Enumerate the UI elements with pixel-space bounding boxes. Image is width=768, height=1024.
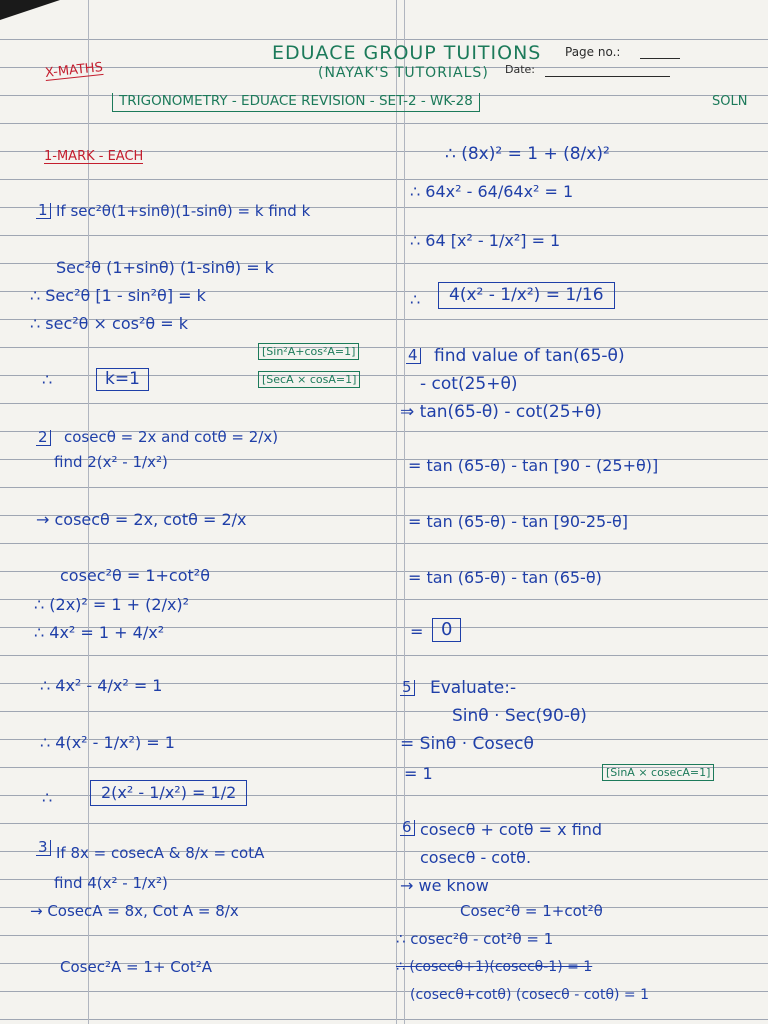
q1-question: If sec²θ(1+sinθ)(1-sinθ) = k find k	[56, 202, 311, 220]
soln-label: SOLN	[712, 94, 748, 109]
q5-step-2: = Sinθ · Cosecθ	[400, 734, 534, 754]
q4-number: 4	[406, 348, 421, 364]
q6-question-2: cosecθ - cotθ.	[420, 848, 532, 867]
q2-step-1: → cosecθ = 2x, cotθ = 2/x	[36, 510, 247, 529]
q2-step-2: cosec²θ = 1+cot²θ	[60, 566, 210, 585]
column-divider-line	[396, 0, 397, 1024]
date-label: Date:	[505, 63, 535, 76]
q6-number: 6	[400, 820, 415, 836]
q3-therefore: ∴	[410, 290, 421, 309]
q3-step-5: ∴ 64 [x² - 1/x²] = 1	[410, 231, 561, 250]
q1-note-2: [SecA × cosA=1]	[258, 371, 360, 388]
page-corner-shadow	[0, 0, 60, 20]
q2-step-5: ∴ 4x² - 4/x² = 1	[40, 676, 163, 695]
q6-step-1: → we know	[400, 876, 489, 895]
q4-answer-box: 0	[432, 618, 461, 642]
q6-step-2: Cosec²θ = 1+cot²θ	[460, 902, 603, 920]
q1-step-1: Sec²θ (1+sinθ) (1-sinθ) = k	[56, 258, 274, 277]
q3-step-3: ∴ (8x)² = 1 + (8/x)²	[445, 144, 610, 164]
q4-equals: =	[410, 622, 424, 641]
q5-step-3: = 1	[404, 764, 433, 783]
page-no-label: Page no.:	[565, 45, 621, 59]
q6-step-3: ∴ cosec²θ - cot²θ = 1	[396, 930, 554, 948]
q3-step-2: Cosec²A = 1+ Cot²A	[60, 958, 213, 976]
group-name: EDUACE GROUP TUITIONS	[272, 42, 542, 64]
q1-answer-box: k=1	[96, 368, 149, 391]
q2-step-3: ∴ (2x)² = 1 + (2/x)²	[34, 595, 190, 614]
q3-answer-box: 4(x² - 1/x²) = 1/16	[438, 282, 615, 309]
section-label: 1-MARK - EACH	[44, 149, 144, 164]
page-no-blank	[640, 48, 680, 59]
q5-step-1: Sinθ · Sec(90-θ)	[452, 706, 587, 726]
class-label: X-MATHS	[44, 60, 104, 81]
q2-question-2: find 2(x² - 1/x²)	[54, 453, 168, 471]
q4-step-2: = tan (65-θ) - tan [90 - (25+θ)]	[408, 456, 659, 475]
q5-number: 5	[400, 680, 415, 696]
q3-question-2: find 4(x² - 1/x²)	[54, 874, 168, 892]
q2-therefore: ∴	[42, 788, 53, 807]
column-divider-line-2	[404, 0, 405, 1024]
q1-step-2: ∴ Sec²θ [1 - sin²θ] = k	[30, 286, 206, 305]
q2-answer-box: 2(x² - 1/x²) = 1/2	[90, 780, 247, 806]
q5-question: Evaluate:-	[430, 678, 517, 698]
q4-step-4: = tan (65-θ) - tan (65-θ)	[408, 568, 602, 587]
q3-step-1: → CosecA = 8x, Cot A = 8/x	[30, 902, 239, 920]
q6-question-1: cosecθ + cotθ = x find	[420, 820, 603, 839]
q2-question-1: cosecθ = 2x and cotθ = 2/x)	[64, 428, 279, 446]
q6-step-5: (cosecθ+cotθ) (cosecθ - cotθ) = 1	[410, 987, 650, 1003]
q3-step-4: ∴ 64x² - 64/64x² = 1	[410, 182, 574, 201]
q2-number: 2	[36, 430, 51, 446]
q3-number: 3	[36, 840, 51, 856]
q6-step-4-struck: ∴ (cosecθ+1)(cosecθ-1) = 1	[396, 959, 593, 975]
q1-therefore: ∴	[42, 370, 53, 389]
q1-note-1: [Sin²A+cos²A=1]	[258, 343, 359, 360]
q2-step-6: ∴ 4(x² - 1/x²) = 1	[40, 733, 175, 752]
page-title: TRIGONOMETRY - EDUACE REVISION - SET-2 - WK-28	[112, 93, 480, 112]
q4-question-1: find value of tan(65-θ)	[434, 346, 625, 366]
q4-step-1: ⇒ tan(65-θ) - cot(25+θ)	[400, 402, 602, 422]
q4-step-3: = tan (65-θ) - tan [90-25-θ]	[408, 512, 628, 531]
q2-step-4: ∴ 4x² = 1 + 4/x²	[34, 623, 165, 642]
tutorials-name: (NAYAK'S TUTORIALS)	[318, 65, 489, 81]
q1-number: 1	[36, 203, 51, 219]
q1-step-3: ∴ sec²θ × cos²θ = k	[30, 314, 188, 333]
q4-question-2: - cot(25+θ)	[420, 374, 518, 394]
q5-note: [SinA × cosecA=1]	[602, 764, 714, 781]
date-blank	[545, 66, 670, 77]
q3-question-1: If 8x = cosecA & 8/x = cotA	[56, 844, 265, 862]
